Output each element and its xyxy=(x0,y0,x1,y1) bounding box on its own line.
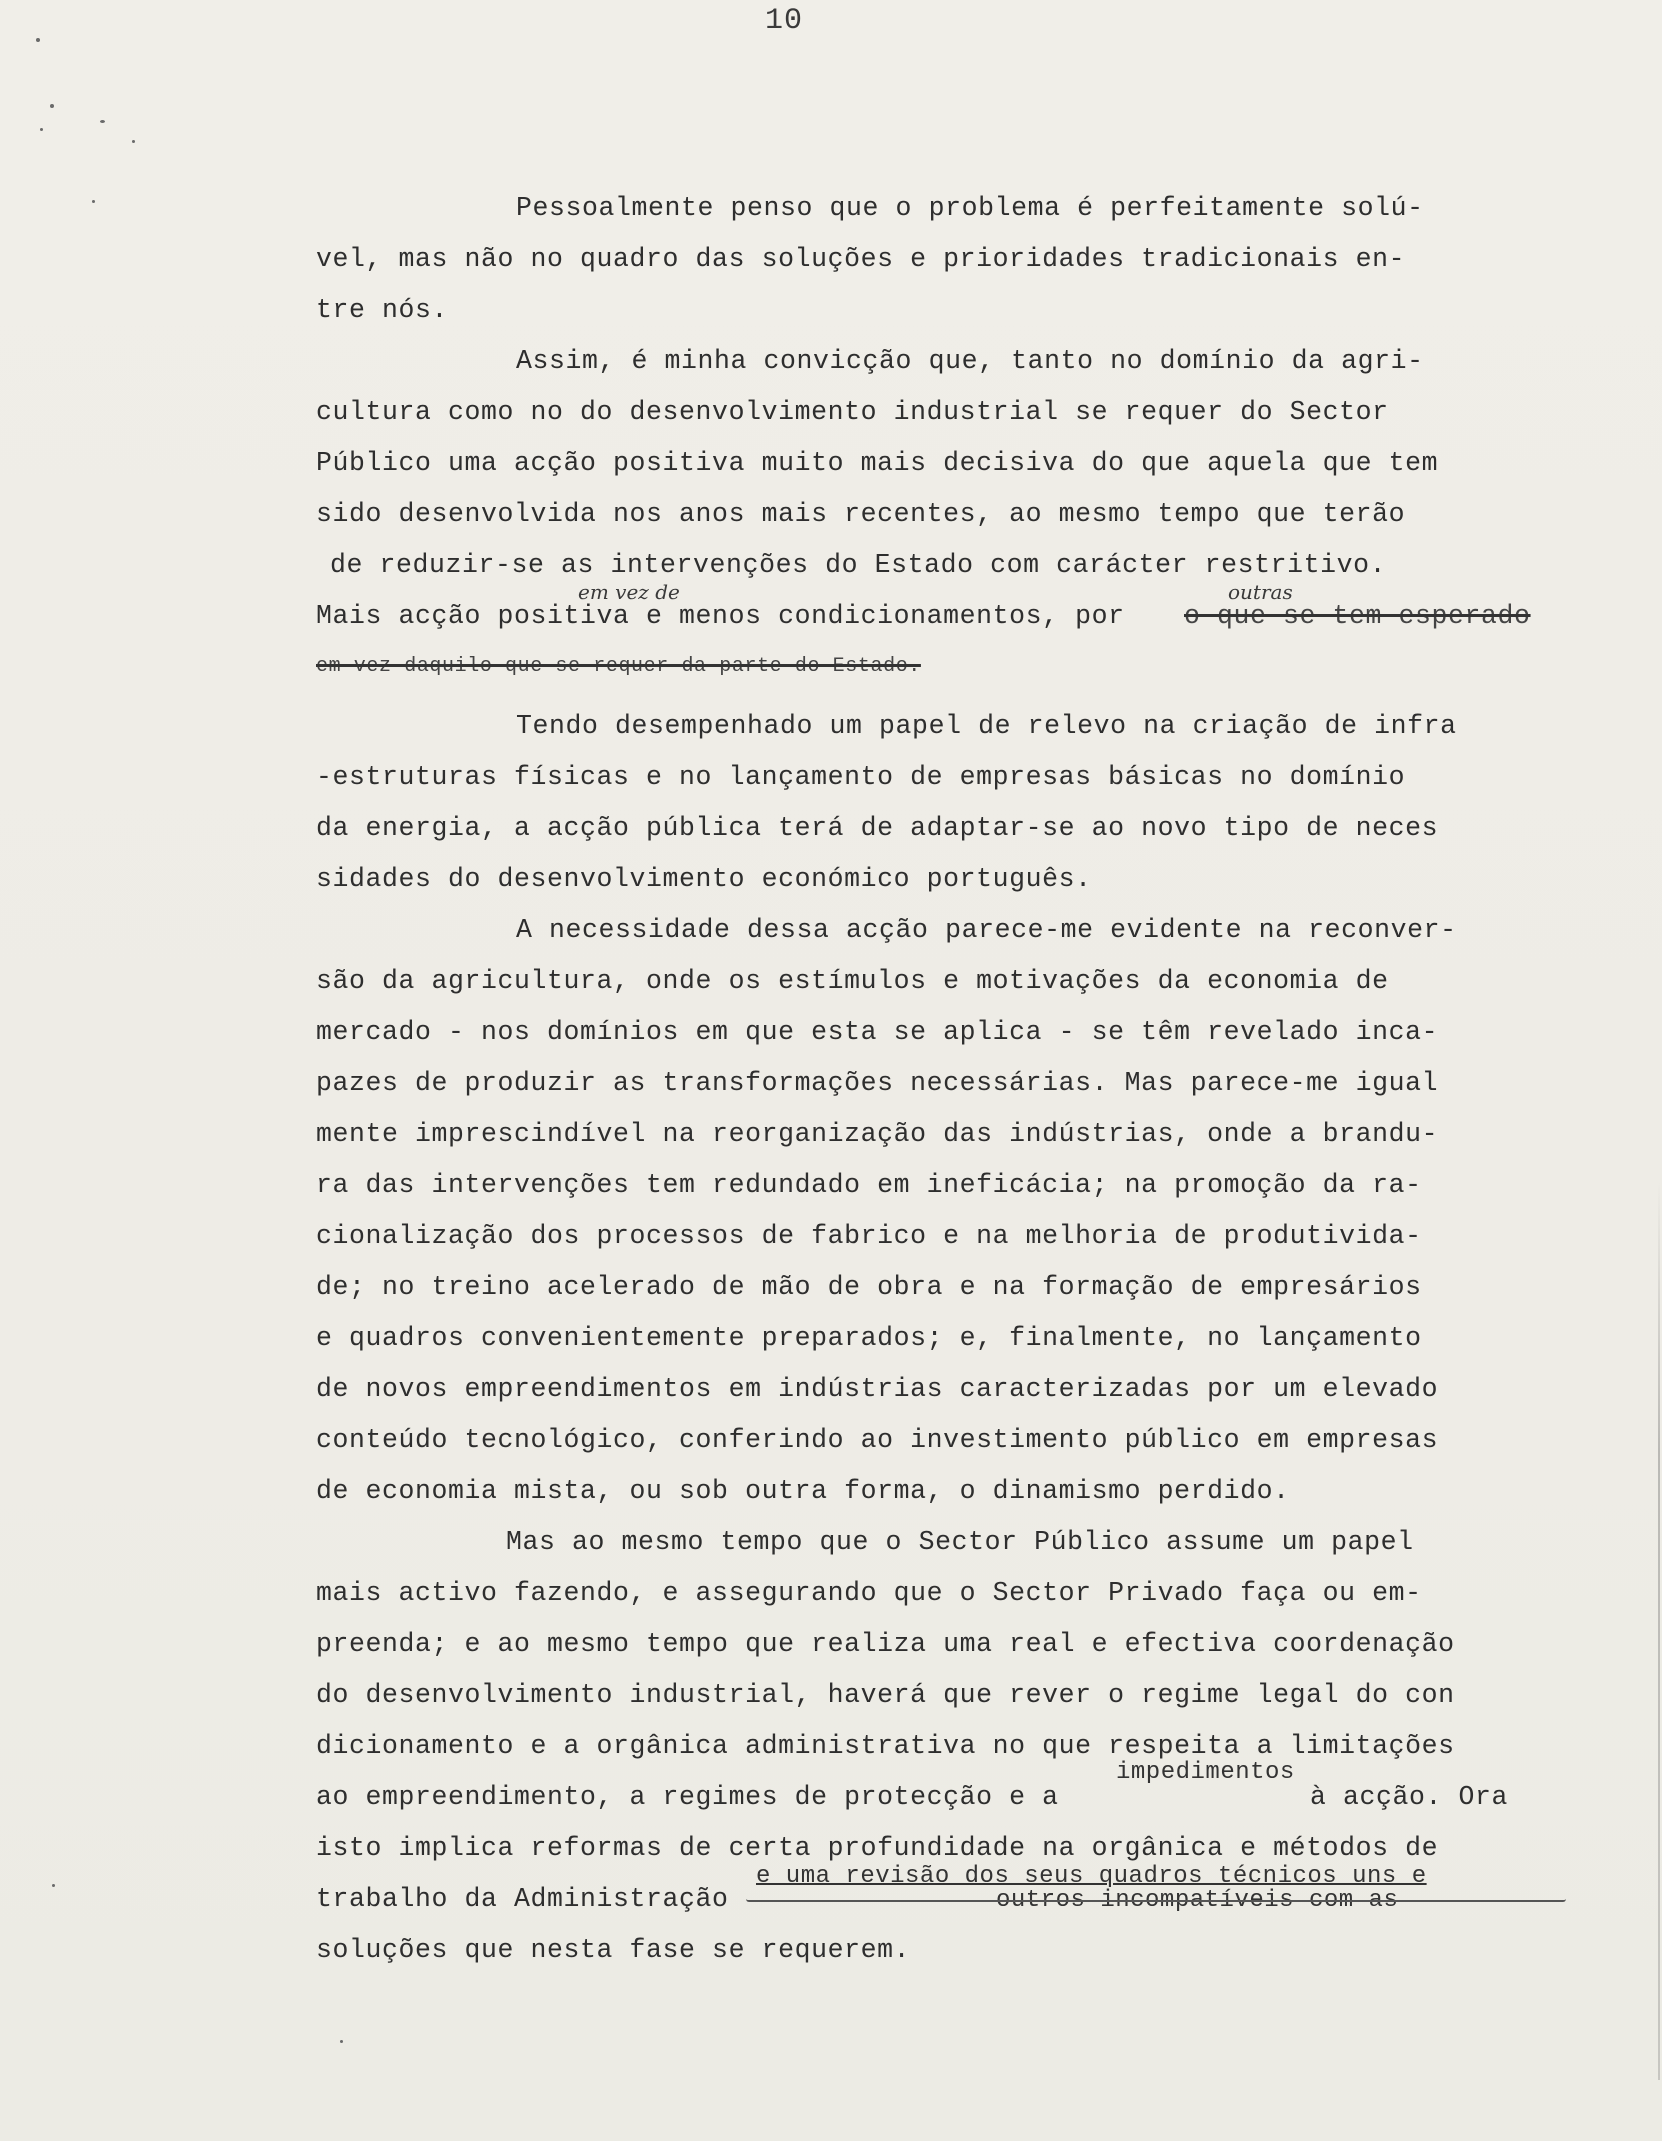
text-line: Público uma acção positiva muito mais decisiva do que aquela que tem xyxy=(316,448,1439,478)
margin-speck xyxy=(132,140,135,143)
text-line: Tendo desempenhado um papel de relevo na criação de infra xyxy=(516,711,1457,741)
insertion-underline xyxy=(746,1894,1566,1902)
text-line: Mas ao mesmo tempo que o Sector Público assume um papel xyxy=(506,1527,1414,1557)
text-line: -estruturas físicas e no lançamento de empresas básicas no domínio xyxy=(316,762,1406,792)
text-line: mais activo fazendo, e assegurando que o Sector Privado faça ou em- xyxy=(316,1578,1422,1608)
text-line: Pessoalmente penso que o problema é perfeitamente solú- xyxy=(516,193,1424,223)
handwritten-insertion: em vez de xyxy=(578,580,680,604)
text-line: conteúdo tecnológico, conferindo ao investimento público em empresas xyxy=(316,1425,1439,1455)
text-line: à acção. Ora xyxy=(1310,1782,1509,1812)
struck-text: em vez daquilo que se requer da parte do Estado. xyxy=(316,655,921,678)
margin-speck xyxy=(50,104,54,108)
text-line: e quadros convenientemente preparados; e, finalmente, no lançamento xyxy=(316,1323,1422,1353)
text-line: ra das intervenções tem redundado em ineficácia; na promoção da ra- xyxy=(316,1170,1422,1200)
text-line: soluções que nesta fase se requerem. xyxy=(316,1935,911,1965)
margin-speck xyxy=(340,2040,343,2043)
text-line: mente imprescindível na reorganização das indústrias, onde a brandu- xyxy=(316,1119,1439,1149)
margin-speck xyxy=(92,200,95,203)
text-line: ao empreendimento, a regimes de protecção e a xyxy=(316,1782,1059,1812)
text-line: de novos empreendimentos em indústrias caracterizadas por um elevado xyxy=(316,1374,1439,1404)
text-line: preenda; e ao mesmo tempo que realiza uma real e efectiva coordenação xyxy=(316,1629,1455,1659)
text-line: trabalho da Administração xyxy=(316,1884,729,1914)
margin-speck xyxy=(52,1884,55,1887)
text-line: de economia mista, ou sob outra forma, o dinamismo perdido. xyxy=(316,1476,1290,1506)
text-line: do desenvolvimento industrial, haverá que rever o regime legal do con xyxy=(316,1680,1455,1710)
text-line: pazes de produzir as transformações necessárias. Mas parece-me igual xyxy=(316,1068,1439,1098)
text-line: são da agricultura, onde os estímulos e motivações da economia de xyxy=(316,966,1389,996)
page-number: 10 xyxy=(765,4,804,38)
text-line: sidades do desenvolvimento económico português. xyxy=(316,864,1092,894)
margin-speck xyxy=(40,128,43,131)
struck-text: o que se tem esperado xyxy=(1184,601,1531,631)
page-edge-shadow xyxy=(1658,1180,1660,2080)
text-line: sido desenvolvida nos anos mais recentes, ao mesmo tempo que terão xyxy=(316,499,1406,529)
handwritten-insertion: outras xyxy=(1228,580,1293,604)
text-line: da energia, a acção pública terá de adaptar-se ao novo tipo de neces xyxy=(316,813,1439,843)
text-line: dicionamento e a orgânica administrativa no que respeita a limitações xyxy=(316,1731,1455,1761)
typed-insertion: e uma revisão dos seus quadros técnicos uns e xyxy=(756,1863,1427,1890)
text-line: Assim, é minha convicção que, tanto no domínio da agri- xyxy=(516,346,1424,376)
typed-insertion: impedimentos xyxy=(1116,1759,1295,1786)
margin-speck xyxy=(36,38,40,42)
text-line: mercado - nos domínios em que esta se aplica - se têm revelado inca- xyxy=(316,1017,1439,1047)
text-line: de; no treino acelerado de mão de obra e na formação de empresários xyxy=(316,1272,1422,1302)
typed-insertion: outros incompatíveis com as xyxy=(996,1887,1399,1914)
text-line: cionalização dos processos de fabrico e na melhoria de produtivida- xyxy=(316,1221,1422,1251)
text-line: tre nós. xyxy=(316,295,449,325)
text-line: isto implica reformas de certa profundidade na orgânica e métodos de xyxy=(316,1833,1439,1863)
text-line: cultura como no do desenvolvimento industrial se requer do Sector xyxy=(316,397,1389,427)
text-line: vel, mas não no quadro das soluções e prioridades tradicionais en- xyxy=(316,244,1406,274)
text-line: Mais acção positiva e menos condicionamentos, por xyxy=(316,601,1125,631)
text-line: A necessidade dessa acção parece-me evidente na reconver- xyxy=(516,915,1457,945)
text-line: de reduzir-se as intervenções do Estado com carácter restritivo. xyxy=(330,550,1387,580)
margin-speck xyxy=(100,120,105,123)
